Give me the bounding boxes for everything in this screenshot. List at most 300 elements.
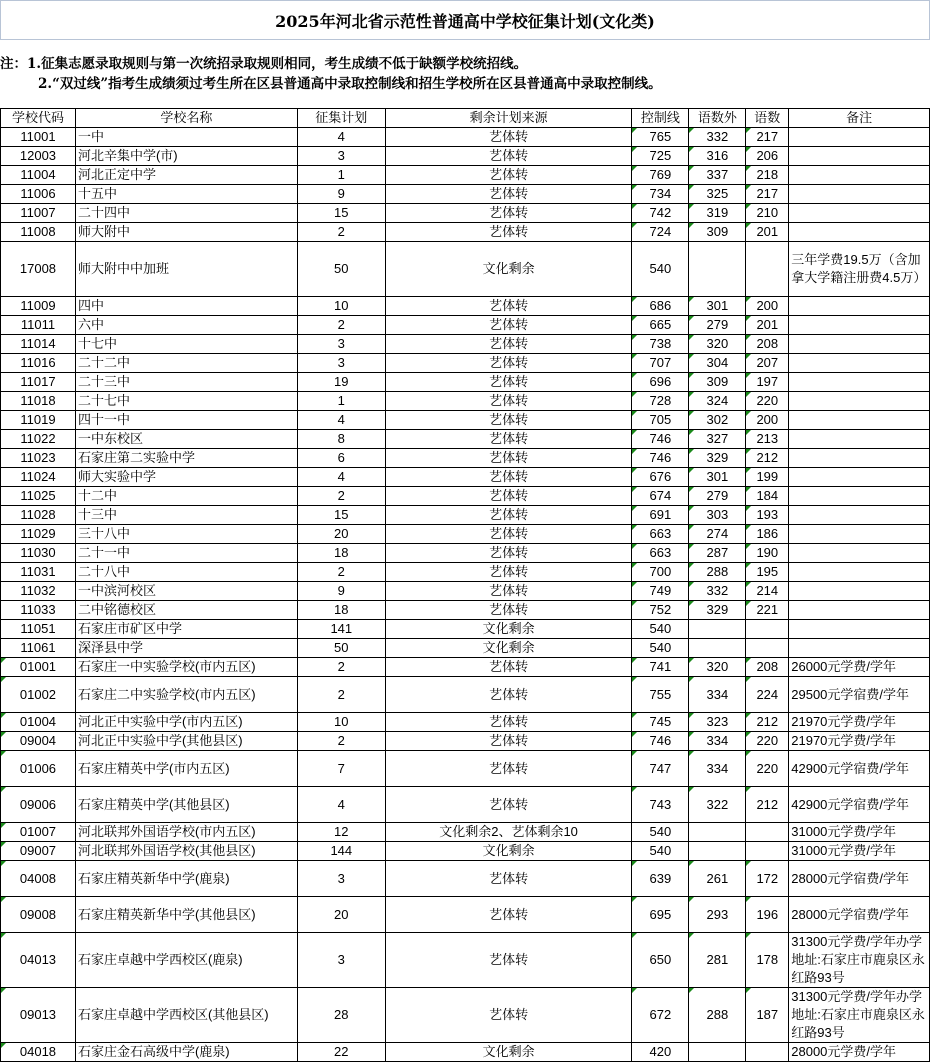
score-ysw: 288 [689, 988, 746, 1043]
school-name: 河北正定中学 [75, 166, 297, 185]
score-ys: 213 [746, 430, 789, 449]
plan-count: 2 [297, 316, 385, 335]
remark: 42900元学宿费/学年 [789, 787, 930, 823]
plan-source: 艺体转 [385, 128, 632, 147]
score-ysw: 334 [689, 732, 746, 751]
score-ys: 200 [746, 297, 789, 316]
score-ys: 217 [746, 185, 789, 204]
remark: 21970元学费/学年 [789, 732, 930, 751]
plan-count: 10 [297, 297, 385, 316]
score-ys [746, 639, 789, 658]
table-row [1, 223, 930, 242]
score-ys: 201 [746, 223, 789, 242]
remark [789, 620, 930, 639]
score-ysw [689, 842, 746, 861]
score-ysw: 334 [689, 677, 746, 713]
score-ys: 190 [746, 544, 789, 563]
remark: 28000元学宿费/学年 [789, 897, 930, 933]
remark [789, 582, 930, 601]
plan-count: 28 [297, 988, 385, 1043]
control-line: 724 [632, 223, 689, 242]
score-ys: 200 [746, 411, 789, 430]
plan-count: 15 [297, 204, 385, 223]
school-name: 十二中 [75, 487, 297, 506]
table-row [1, 316, 930, 335]
score-ysw: 320 [689, 335, 746, 354]
plan-source: 艺体转 [385, 601, 632, 620]
plan-source: 艺体转 [385, 677, 632, 713]
school-code: 09004 [1, 732, 76, 751]
plan-source: 艺体转 [385, 392, 632, 411]
table-row [1, 506, 930, 525]
remark [789, 373, 930, 392]
control-line: 755 [632, 677, 689, 713]
school-name: 深泽县中学 [75, 639, 297, 658]
remark [789, 204, 930, 223]
plan-source: 艺体转 [385, 449, 632, 468]
school-name: 河北联邦外国语学校(市内五区) [75, 823, 297, 842]
control-line: 742 [632, 204, 689, 223]
control-line: 705 [632, 411, 689, 430]
school-name: 一中东校区 [75, 430, 297, 449]
school-name: 石家庄第二实验中学 [75, 449, 297, 468]
score-ys: 212 [746, 787, 789, 823]
table-row [1, 897, 930, 933]
plan-count: 3 [297, 933, 385, 988]
header-control-line: 控制线 [632, 109, 689, 128]
plan-count: 1 [297, 166, 385, 185]
school-code: 01002 [1, 677, 76, 713]
table-row [1, 373, 930, 392]
plan-source: 艺体转 [385, 335, 632, 354]
plan-count: 4 [297, 411, 385, 430]
remark [789, 223, 930, 242]
table-row [1, 354, 930, 373]
plan-count: 22 [297, 1043, 385, 1062]
remark [789, 297, 930, 316]
control-line: 707 [632, 354, 689, 373]
remark [789, 506, 930, 525]
school-name: 河北辛集中学(市) [75, 147, 297, 166]
school-code: 11001 [1, 128, 76, 147]
control-line: 420 [632, 1043, 689, 1062]
school-code: 11006 [1, 185, 76, 204]
score-ysw: 274 [689, 525, 746, 544]
score-ysw [689, 242, 746, 297]
plan-count: 10 [297, 713, 385, 732]
plan-count: 6 [297, 449, 385, 468]
remark: 26000元学费/学年 [789, 658, 930, 677]
score-ysw: 320 [689, 658, 746, 677]
score-ysw: 327 [689, 430, 746, 449]
score-ysw: 279 [689, 487, 746, 506]
school-code: 09013 [1, 988, 76, 1043]
score-ysw [689, 620, 746, 639]
score-ys: 186 [746, 525, 789, 544]
remark [789, 392, 930, 411]
score-ys: 195 [746, 563, 789, 582]
school-name: 师大附中 [75, 223, 297, 242]
score-ysw: 288 [689, 563, 746, 582]
remark [789, 185, 930, 204]
score-ys: 184 [746, 487, 789, 506]
school-code: 11018 [1, 392, 76, 411]
table-row [1, 544, 930, 563]
plan-count: 20 [297, 525, 385, 544]
control-line: 650 [632, 933, 689, 988]
score-ysw: 319 [689, 204, 746, 223]
score-ys: 208 [746, 658, 789, 677]
school-name: 石家庄一中实验学校(市内五区) [75, 658, 297, 677]
score-ysw: 329 [689, 601, 746, 620]
score-ysw: 324 [689, 392, 746, 411]
table-row [1, 751, 930, 787]
control-line: 696 [632, 373, 689, 392]
score-ys: 201 [746, 316, 789, 335]
school-name: 十七中 [75, 335, 297, 354]
school-code: 11025 [1, 487, 76, 506]
plan-source: 艺体转 [385, 933, 632, 988]
school-code: 11061 [1, 639, 76, 658]
score-ys [746, 842, 789, 861]
plan-source: 艺体转 [385, 861, 632, 897]
school-code: 09007 [1, 842, 76, 861]
score-ysw: 293 [689, 897, 746, 933]
school-name: 石家庄卓越中学西校区(其他县区) [75, 988, 297, 1043]
control-line: 728 [632, 392, 689, 411]
plan-source: 艺体转 [385, 751, 632, 787]
plan-source: 艺体转 [385, 897, 632, 933]
control-line: 691 [632, 506, 689, 525]
note-2: 2.“双过线”指考生成绩须过考生所在区县普通高中录取控制线和招生学校所在区县普通高中录取控制线。 [38, 76, 662, 92]
score-ys: 172 [746, 861, 789, 897]
plan-count: 9 [297, 185, 385, 204]
plan-source: 艺体转 [385, 297, 632, 316]
plan-count: 4 [297, 128, 385, 147]
school-name: 二十二中 [75, 354, 297, 373]
remark: 三年学费19.5万（含加拿大学籍注册费4.5万） [789, 242, 930, 297]
school-code: 01007 [1, 823, 76, 842]
school-name: 一中滨河校区 [75, 582, 297, 601]
table-row [1, 732, 930, 751]
remark [789, 601, 930, 620]
school-code: 11019 [1, 411, 76, 430]
control-line: 746 [632, 430, 689, 449]
control-line: 734 [632, 185, 689, 204]
school-code: 04013 [1, 933, 76, 988]
score-ysw: 301 [689, 468, 746, 487]
remark [789, 563, 930, 582]
school-name: 河北正中实验中学(市内五区) [75, 713, 297, 732]
control-line: 665 [632, 316, 689, 335]
remark [789, 487, 930, 506]
remark: 31300元学费/学年办学地址:石家庄市鹿泉区永红路93号 [789, 988, 930, 1043]
school-name: 四中 [75, 297, 297, 316]
school-code: 01001 [1, 658, 76, 677]
school-code: 11031 [1, 563, 76, 582]
plan-source: 艺体转 [385, 354, 632, 373]
control-line: 700 [632, 563, 689, 582]
score-ysw: 301 [689, 297, 746, 316]
school-code: 11051 [1, 620, 76, 639]
score-ys [746, 1043, 789, 1062]
school-code: 01004 [1, 713, 76, 732]
plan-source: 艺体转 [385, 506, 632, 525]
score-ys: 208 [746, 335, 789, 354]
score-ysw: 279 [689, 316, 746, 335]
school-name: 二十三中 [75, 373, 297, 392]
table-row [1, 297, 930, 316]
remark [789, 316, 930, 335]
table-row [1, 582, 930, 601]
score-ysw [689, 639, 746, 658]
control-line: 747 [632, 751, 689, 787]
score-ys: 210 [746, 204, 789, 223]
school-code: 11023 [1, 449, 76, 468]
score-ys: 220 [746, 732, 789, 751]
table-row [1, 563, 930, 582]
plan-source: 文化剩余 [385, 842, 632, 861]
school-name: 四十一中 [75, 411, 297, 430]
plan-count: 12 [297, 823, 385, 842]
school-code: 11007 [1, 204, 76, 223]
control-line: 769 [632, 166, 689, 185]
school-name: 河北联邦外国语学校(其他县区) [75, 842, 297, 861]
school-name: 六中 [75, 316, 297, 335]
school-name: 师大附中中加班 [75, 242, 297, 297]
control-line: 663 [632, 544, 689, 563]
table-row [1, 449, 930, 468]
remark [789, 128, 930, 147]
school-name: 二十一中 [75, 544, 297, 563]
remark [789, 468, 930, 487]
school-name: 师大实验中学 [75, 468, 297, 487]
control-line: 639 [632, 861, 689, 897]
header-code: 学校代码 [1, 109, 76, 128]
table-row [1, 392, 930, 411]
control-line: 752 [632, 601, 689, 620]
plan-source: 艺体转 [385, 316, 632, 335]
table-row [1, 639, 930, 658]
table-row [1, 147, 930, 166]
remark: 21970元学费/学年 [789, 713, 930, 732]
control-line: 540 [632, 639, 689, 658]
plan-source: 艺体转 [385, 713, 632, 732]
school-name: 三十八中 [75, 525, 297, 544]
score-ys: 220 [746, 392, 789, 411]
table-row [1, 713, 930, 732]
plan-source: 艺体转 [385, 411, 632, 430]
school-name: 二中铭德校区 [75, 601, 297, 620]
table-row [1, 620, 930, 639]
school-name: 石家庄卓越中学西校区(鹿泉) [75, 933, 297, 988]
table-row [1, 525, 930, 544]
score-ysw: 303 [689, 506, 746, 525]
school-name: 十五中 [75, 185, 297, 204]
score-ysw: 334 [689, 751, 746, 787]
table-row [1, 823, 930, 842]
plan-source: 艺体转 [385, 988, 632, 1043]
remark [789, 354, 930, 373]
plan-count: 9 [297, 582, 385, 601]
score-ys: 214 [746, 582, 789, 601]
plan-count: 7 [297, 751, 385, 787]
plan-count: 3 [297, 861, 385, 897]
table-row [1, 658, 930, 677]
remark [789, 166, 930, 185]
score-ys: 187 [746, 988, 789, 1043]
school-code: 11030 [1, 544, 76, 563]
table-row [1, 842, 930, 861]
table-row [1, 1043, 930, 1062]
control-line: 672 [632, 988, 689, 1043]
score-ys: 212 [746, 449, 789, 468]
control-line: 540 [632, 242, 689, 297]
table-row [1, 411, 930, 430]
plan-source: 艺体转 [385, 582, 632, 601]
control-line: 663 [632, 525, 689, 544]
school-name: 石家庄市矿区中学 [75, 620, 297, 639]
score-ysw: 309 [689, 373, 746, 392]
score-ys [746, 242, 789, 297]
score-ys: 206 [746, 147, 789, 166]
school-name: 十三中 [75, 506, 297, 525]
plan-source: 艺体转 [385, 166, 632, 185]
plan-count: 2 [297, 677, 385, 713]
remark [789, 525, 930, 544]
plan-source: 文化剩余 [385, 242, 632, 297]
plan-source: 文化剩余2、艺体剩余10 [385, 823, 632, 842]
remark [789, 544, 930, 563]
table-row [1, 185, 930, 204]
control-line: 749 [632, 582, 689, 601]
table-row [1, 166, 930, 185]
plan-count: 3 [297, 354, 385, 373]
table-row [1, 988, 930, 1043]
school-name: 石家庄金石高级中学(鹿泉) [75, 1043, 297, 1062]
plan-source: 艺体转 [385, 223, 632, 242]
plan-source: 艺体转 [385, 185, 632, 204]
plan-source: 艺体转 [385, 732, 632, 751]
school-code: 01006 [1, 751, 76, 787]
table-row [1, 335, 930, 354]
sheet-title: 2025年河北省示范性普通高中学校征集计划(文化类) [0, 0, 930, 40]
school-name: 河北正中实验中学(其他县区) [75, 732, 297, 751]
table-row [1, 128, 930, 147]
remark: 31000元学费/学年 [789, 823, 930, 842]
control-line: 676 [632, 468, 689, 487]
school-name: 石家庄二中实验学校(市内五区) [75, 677, 297, 713]
plan-count: 8 [297, 430, 385, 449]
control-line: 725 [632, 147, 689, 166]
school-code: 11029 [1, 525, 76, 544]
table-row [1, 601, 930, 620]
school-code: 09006 [1, 787, 76, 823]
school-code: 11032 [1, 582, 76, 601]
remark: 31000元学费/学年 [789, 842, 930, 861]
header-remark: 备注 [789, 109, 930, 128]
remark [789, 335, 930, 354]
school-name: 二十四中 [75, 204, 297, 223]
table-row [1, 242, 930, 297]
school-name: 石家庄精英中学(市内五区) [75, 751, 297, 787]
score-ysw: 322 [689, 787, 746, 823]
plan-source: 艺体转 [385, 658, 632, 677]
score-ys [746, 823, 789, 842]
score-ysw: 309 [689, 223, 746, 242]
score-ysw [689, 1043, 746, 1062]
control-line: 540 [632, 823, 689, 842]
header-row [1, 109, 930, 128]
plan-source: 艺体转 [385, 544, 632, 563]
control-line: 540 [632, 620, 689, 639]
table-row [1, 468, 930, 487]
score-ys: 196 [746, 897, 789, 933]
score-ysw: 287 [689, 544, 746, 563]
plan-source: 艺体转 [385, 468, 632, 487]
school-code: 11011 [1, 316, 76, 335]
plan-source: 艺体转 [385, 525, 632, 544]
header-source: 剩余计划来源 [385, 109, 632, 128]
control-line: 540 [632, 842, 689, 861]
note-1: 注：1.征集志愿录取规则与第一次统招录取规则相同，考生成绩不低于缺额学校统招线。 [0, 56, 528, 72]
control-line: 746 [632, 732, 689, 751]
remark [789, 411, 930, 430]
plan-source: 文化剩余 [385, 1043, 632, 1062]
school-code: 11028 [1, 506, 76, 525]
remark: 29500元学宿费/学年 [789, 677, 930, 713]
table-row [1, 430, 930, 449]
plan-count: 4 [297, 787, 385, 823]
notes [0, 54, 930, 94]
plan-source: 文化剩余 [385, 639, 632, 658]
plan-source: 文化剩余 [385, 620, 632, 639]
score-ysw: 261 [689, 861, 746, 897]
plan-count: 50 [297, 639, 385, 658]
plan-count: 3 [297, 335, 385, 354]
score-ys: 197 [746, 373, 789, 392]
school-name: 一中 [75, 128, 297, 147]
plan-count: 2 [297, 487, 385, 506]
school-code: 11008 [1, 223, 76, 242]
plan-count: 2 [297, 658, 385, 677]
school-code: 11024 [1, 468, 76, 487]
plan-count: 4 [297, 468, 385, 487]
score-ys: 221 [746, 601, 789, 620]
school-code: 04018 [1, 1043, 76, 1062]
score-ysw: 304 [689, 354, 746, 373]
control-line: 741 [632, 658, 689, 677]
school-code: 17008 [1, 242, 76, 297]
remark [789, 639, 930, 658]
score-ysw: 332 [689, 582, 746, 601]
plan-count: 2 [297, 732, 385, 751]
score-ys: 207 [746, 354, 789, 373]
plan-source: 艺体转 [385, 487, 632, 506]
school-name: 二十七中 [75, 392, 297, 411]
remark: 42900元学宿费/学年 [789, 751, 930, 787]
remark: 28000元学费/学年 [789, 1043, 930, 1062]
plan-source: 艺体转 [385, 430, 632, 449]
plan-source: 艺体转 [385, 147, 632, 166]
score-ysw: 325 [689, 185, 746, 204]
plan-count: 2 [297, 563, 385, 582]
school-code: 04008 [1, 861, 76, 897]
school-code: 11033 [1, 601, 76, 620]
score-ysw: 281 [689, 933, 746, 988]
table-row [1, 487, 930, 506]
score-ysw: 323 [689, 713, 746, 732]
